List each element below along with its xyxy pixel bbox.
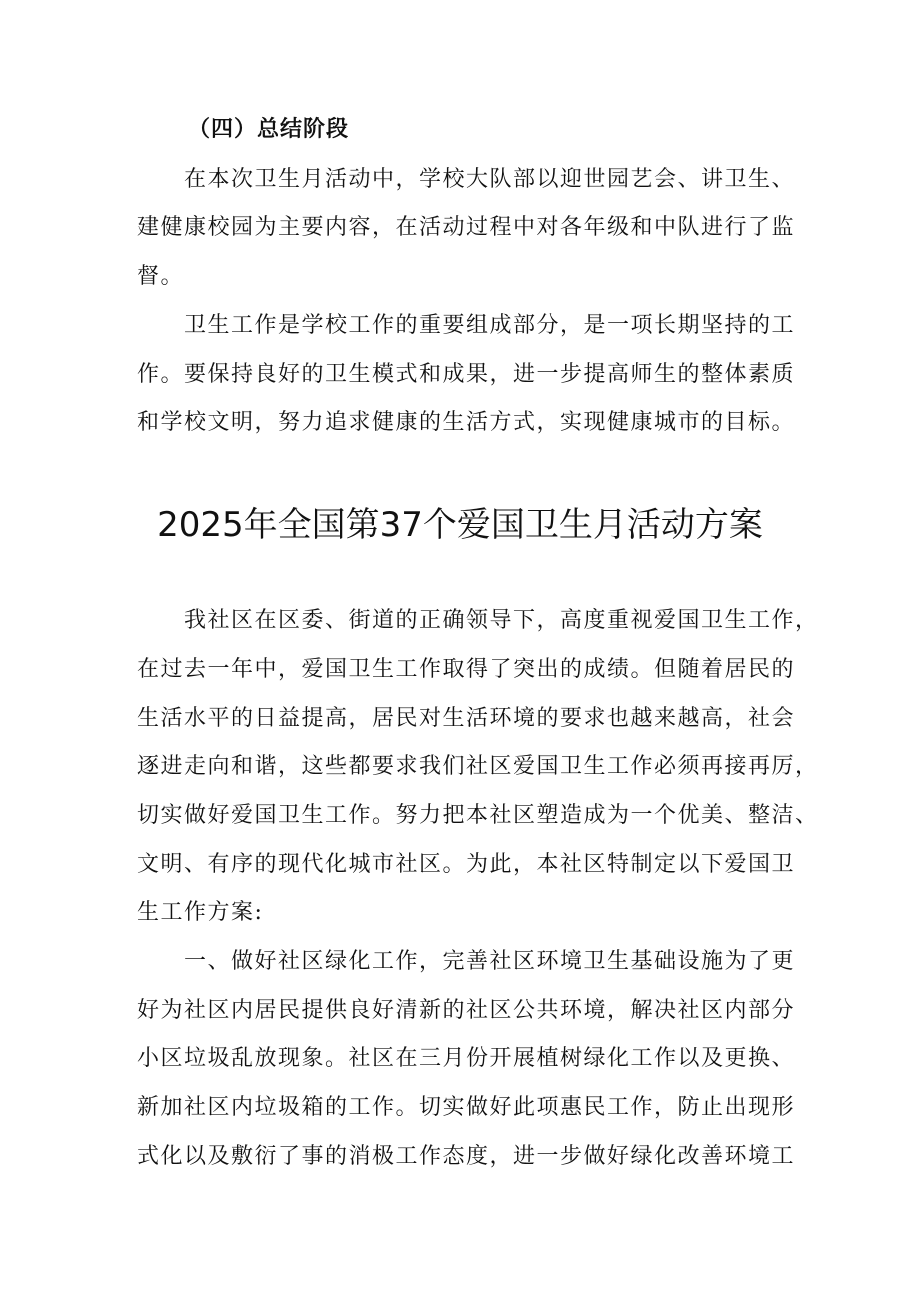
paragraph-line: 逐进走向和谐，这些都要求我们社区爱国卫生工作必须再接再厉，: [137, 754, 819, 779]
paragraph-line: 生工作方案:: [137, 900, 264, 925]
paragraph-line: 在本次卫生月活动中，学校大队部以迎世园艺会、讲卫生、: [184, 167, 796, 192]
paragraph-line: 生活水平的日益提高，居民对生活环境的要求也越来越高，社会: [137, 706, 796, 731]
paragraph-line: 督。: [137, 264, 185, 289]
paragraph-line: 好为社区内居民提供良好清新的社区公共环境，解决社区内部分: [137, 998, 796, 1023]
section-heading: （四）总结阶段: [188, 116, 350, 142]
paragraph-line: 切实做好爱国卫生工作。努力把本社区塑造成为一个优美、整洁、: [137, 803, 819, 828]
paragraph-line: 式化以及敷衍了事的消极工作态度，进一步做好绿化改善环境工: [137, 1144, 796, 1169]
paragraph-line: 在过去一年中，爱国卫生工作取得了突出的成绩。但随着居民的: [137, 657, 796, 682]
document-title: 2025年全国第37个爱国卫生月活动方案: [157, 505, 763, 545]
paragraph-line: 文明、有序的现代化城市社区。为此，本社区特制定以下爱国卫: [137, 852, 796, 877]
paragraph-line: 作。要保持良好的卫生模式和成果，进一步提高师生的整体素质: [137, 362, 796, 387]
paragraph-line: 小区垃圾乱放现象。社区在三月份开展植树绿化工作以及更换、: [137, 1046, 796, 1071]
paragraph-line: 新加社区内垃圾箱的工作。切实做好此项惠民工作，防止出现形: [137, 1095, 796, 1120]
paragraph-line: 卫生工作是学校工作的重要组成部分，是一项长期坚持的工: [184, 313, 796, 338]
paragraph-line: 建健康校园为主要内容，在活动过程中对各年级和中队进行了监: [137, 215, 796, 240]
paragraph-line: 和学校文明，努力追求健康的生活方式，实现健康城市的目标。: [137, 410, 796, 435]
paragraph-line: 一、做好社区绿化工作，完善社区环境卫生基础设施为了更: [184, 949, 796, 974]
paragraph-line: 我社区在区委、街道的正确领导下，高度重视爱国卫生工作，: [184, 608, 819, 633]
